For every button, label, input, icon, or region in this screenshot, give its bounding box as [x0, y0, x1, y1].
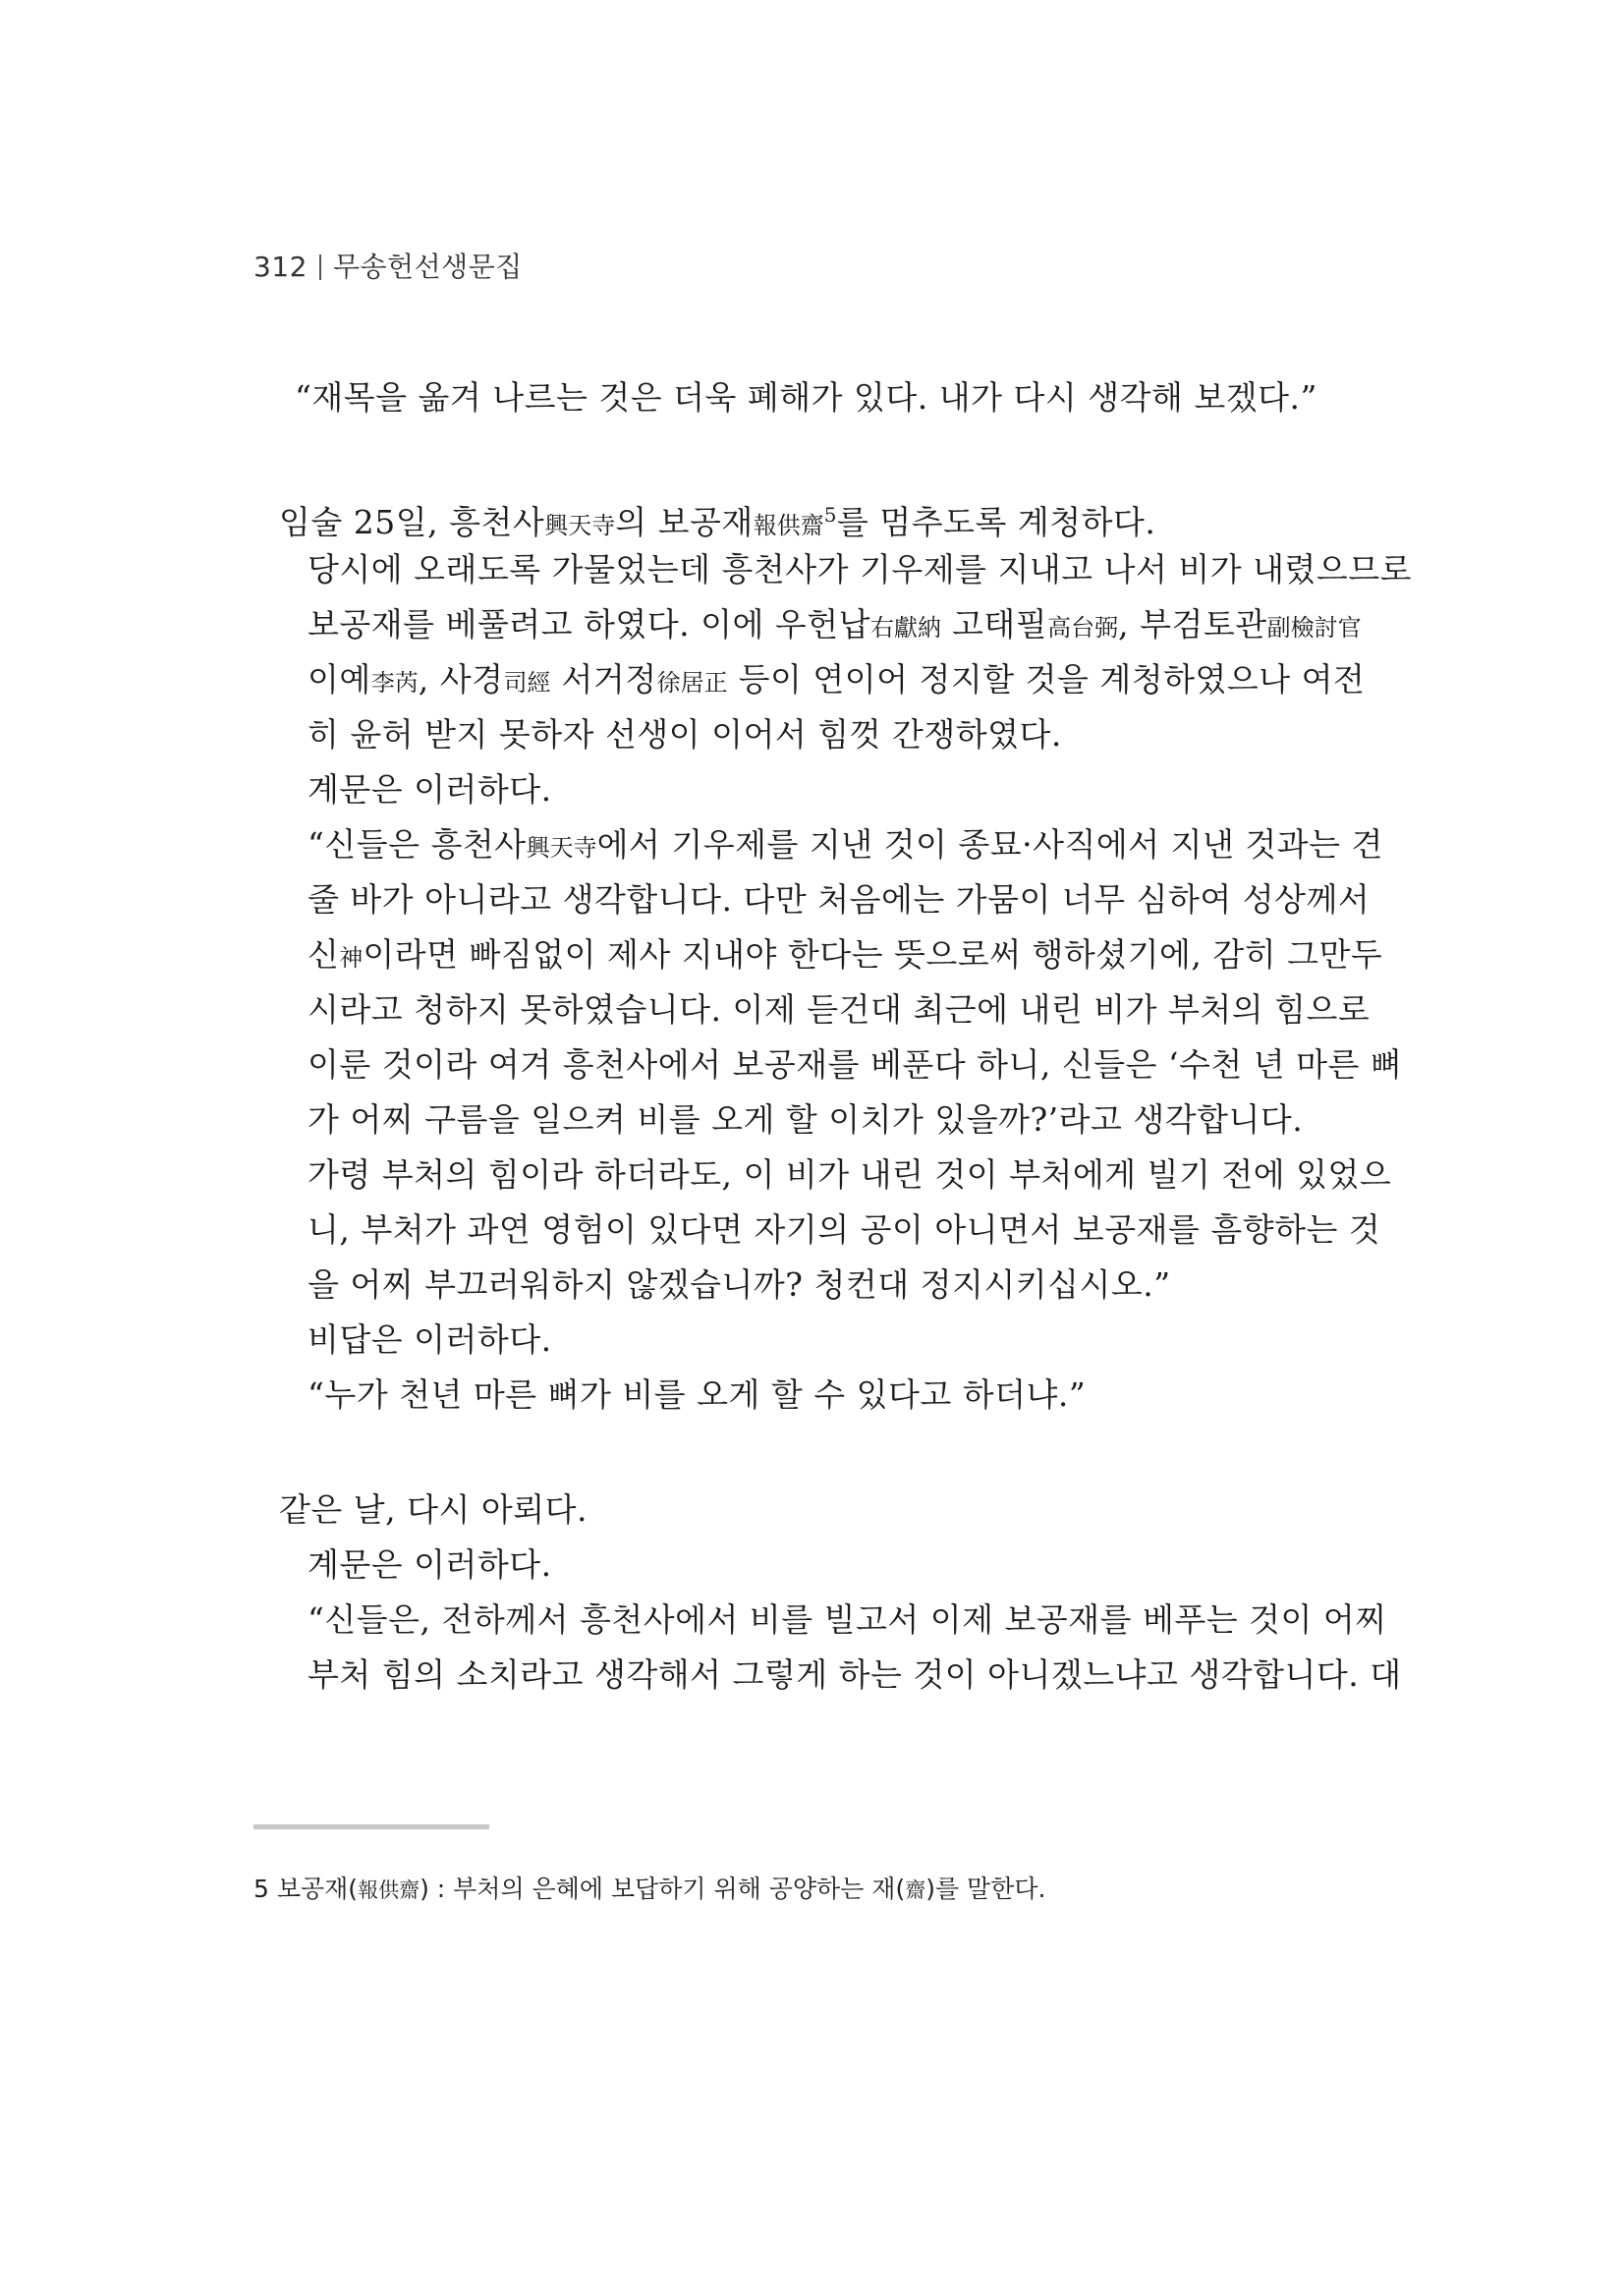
body-line: 히 윤허 받지 못하자 선생이 이어서 힘껏 간쟁하였다. [308, 715, 1062, 754]
hanja-annotation: 報供齋 [358, 1878, 420, 1902]
body-line [308, 658, 1365, 704]
page-number: 312 [253, 251, 308, 283]
body-line: “누가 천년 마른 뼈가 비를 오게 할 수 있다고 하더냐.” [308, 1375, 1087, 1414]
body-line: 당시에 오래도록 가물었는데 흥천사가 기우제를 지내고 나서 비가 내렸으므로 [308, 550, 1413, 588]
hanja-annotation: 李芮 [370, 669, 419, 697]
body-line: 가 어찌 구름을 일으켜 비를 오게 할 이치가 있을까?’라고 생각합니다. [308, 1100, 1304, 1139]
body-text: 보공재를 베풀려고 하였다. 이에 우헌납 [308, 605, 870, 644]
footnote-text: : 부처의 은혜에 보답하기 위해 공양하는 재( [428, 1875, 906, 1903]
body-text: , 사경 [418, 660, 504, 699]
book-title: 무송헌선생문집 [332, 251, 523, 283]
body-text: 서거정 [550, 660, 657, 699]
footnote-term: ) [420, 1875, 429, 1903]
body-line [308, 823, 1383, 869]
quote-line: “재목을 옮겨 나르는 것은 더욱 폐해가 있다. 내가 다시 생각해 보겠다.” [295, 378, 1317, 417]
body-text: 등이 연이어 정지할 것을 계청하였으나 여전 [727, 660, 1366, 699]
heading-text: 를 멈추도록 계청하다. [836, 503, 1156, 541]
body-line: 비답은 이러하다. [308, 1320, 552, 1359]
hanja-annotation: 報供齋 [753, 512, 824, 539]
hanja-annotation: 神 [339, 944, 364, 972]
body-text: 에서 기우제를 지낸 것이 종묘·사직에서 지낸 것과는 견 [596, 825, 1383, 864]
header-separator [319, 254, 321, 280]
heading-text: 임술 25일, 흥천사 [279, 503, 545, 541]
body-line: “신들은, 전하께서 흥천사에서 비를 빌고서 이제 보공재를 베푸는 것이 어찌 [308, 1600, 1387, 1639]
body-line: 줄 바가 아니라고 생각합니다. 다만 처음에는 가뭄이 너무 심하여 성상께서 [308, 880, 1371, 919]
heading-text: 의 보공재 [615, 503, 754, 541]
footnote-text: )를 말한다. [925, 1875, 1046, 1903]
body-line: 부처 힘의 소치라고 생각해서 그렇게 하는 것이 아니겠느냐고 생각합니다. 대 [308, 1655, 1402, 1694]
footnote-divider [253, 1824, 489, 1829]
footnote [253, 1873, 1045, 1907]
hanja-annotation: 齋 [905, 1878, 926, 1902]
hanja-annotation: 高台弼 [1047, 614, 1119, 642]
body-text: “신들은 흥천사 [308, 825, 527, 864]
body-line [308, 933, 1382, 980]
hanja-annotation: 右獻納 [870, 614, 941, 642]
body-line: 이룬 것이라 여겨 흥천사에서 보공재를 베푼다 하니, 신들은 ‘수천 년 마른 뼈 [308, 1045, 1403, 1084]
body-line: 계문은 이러하다. [308, 1545, 552, 1584]
body-text: , 부검토관 [1118, 605, 1267, 644]
footnote-reference: 5 [823, 503, 837, 527]
footnote-number: 5 [253, 1875, 269, 1903]
hanja-annotation: 興天寺 [544, 512, 616, 539]
hanja-annotation: 徐居正 [656, 669, 728, 697]
running-head [253, 250, 523, 285]
footnote-term: 보공재( [276, 1875, 359, 1903]
body-text: 신 [308, 935, 340, 974]
hanja-annotation: 興天寺 [526, 834, 597, 862]
body-text: 고태필 [941, 605, 1048, 644]
body-text: 이라면 빠짐없이 제사 지내야 한다는 뜻으로써 행하셨기에, 감히 그만두 [363, 935, 1383, 974]
hanja-annotation: 副檢討官 [1266, 614, 1362, 642]
body-line: 계문은 이러하다. [308, 770, 552, 809]
body-line: 시라고 청하지 못하였습니다. 이제 듣건대 최근에 내린 비가 부처의 힘으로 [308, 990, 1371, 1029]
body-line: 니, 부처가 과연 영험이 있다면 자기의 공이 아니면서 보공재를 흠향하는 것 [308, 1210, 1381, 1249]
body-line: 가령 부처의 힘이라 하더라도, 이 비가 내린 것이 부처에게 빌기 전에 있었으 [308, 1155, 1392, 1194]
section-heading [279, 493, 1155, 547]
section-heading: 같은 날, 다시 아뢰다. [279, 1490, 588, 1529]
hanja-annotation: 司經 [503, 669, 551, 697]
body-line: 을 어찌 부끄러워하지 않겠습니까? 청컨대 정지시키십시오.” [308, 1265, 1171, 1304]
body-line [308, 603, 1362, 649]
body-text: 이예 [308, 660, 371, 699]
